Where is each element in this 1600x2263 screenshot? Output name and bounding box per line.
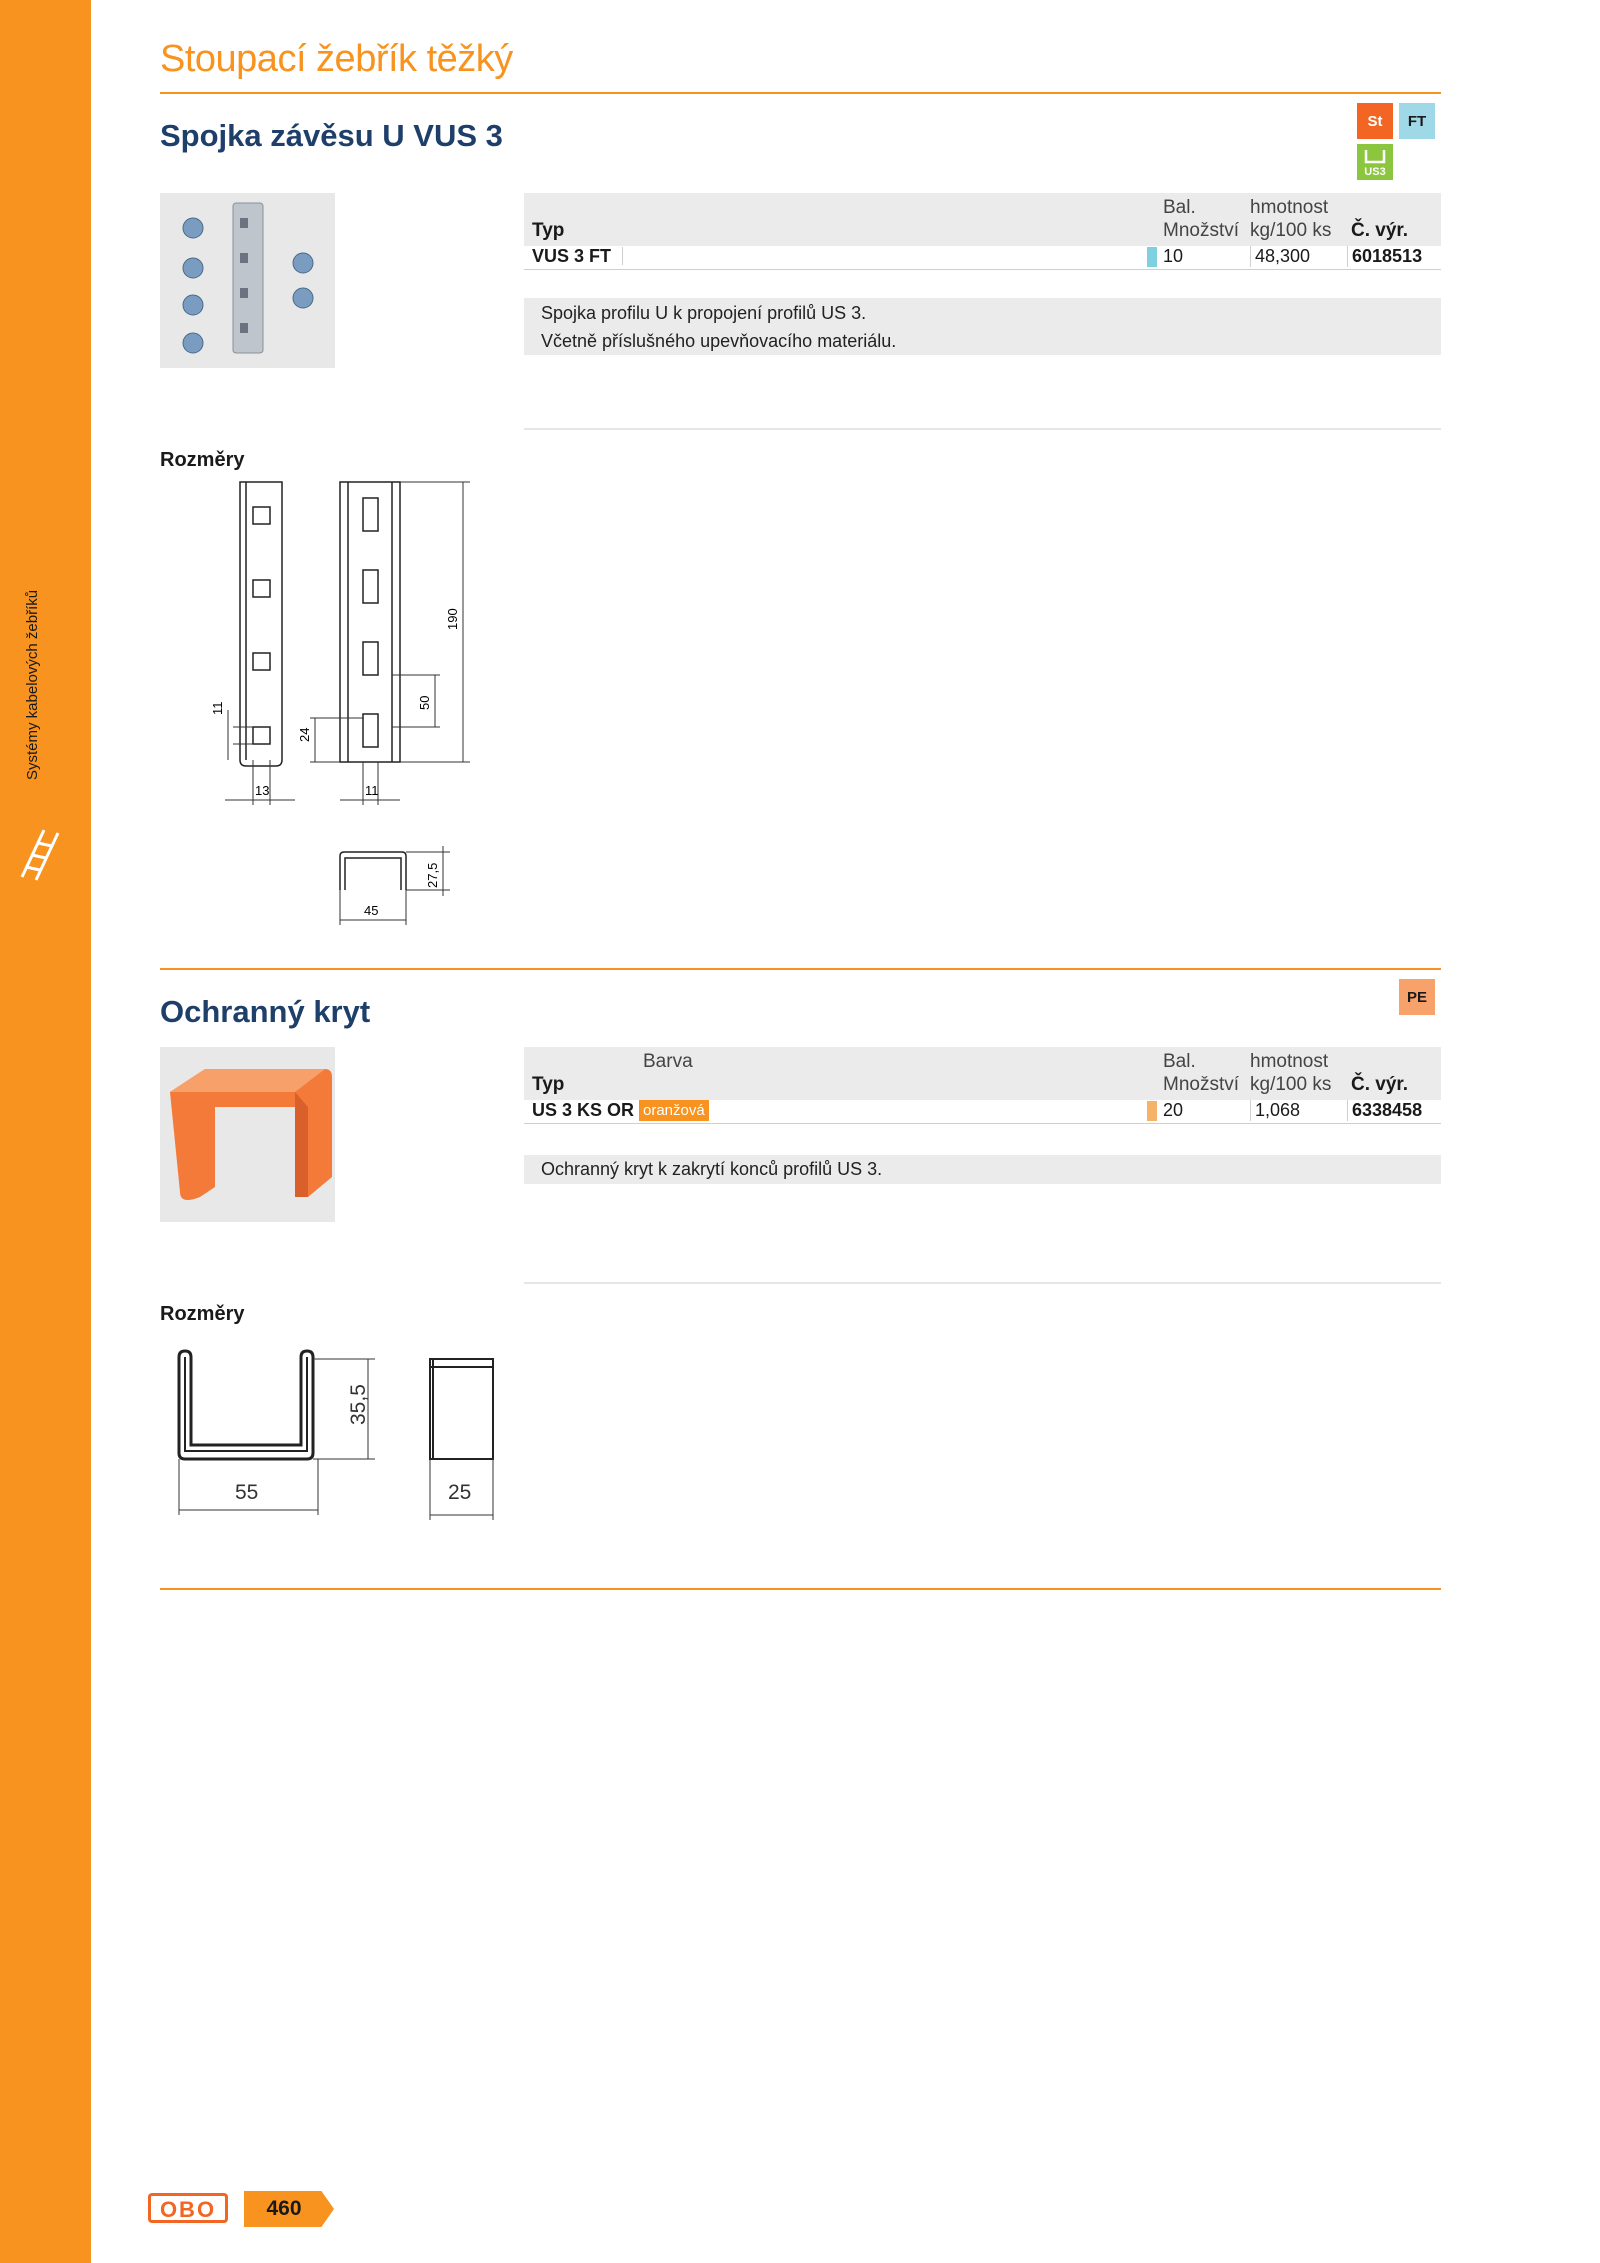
- table2-col-bal-top: Bal.: [1163, 1051, 1196, 1072]
- material-badge-pe: PE: [1399, 979, 1435, 1015]
- section1-title: Spojka závěsu U VUS 3: [160, 118, 503, 153]
- table1-weight: 48,300: [1250, 246, 1310, 267]
- table1-col-bal-top: Bal.: [1163, 197, 1196, 218]
- table2-marker: [1147, 1101, 1157, 1121]
- dim-11-vertical: 11: [210, 701, 225, 715]
- table1-col-weight: kg/100 ks: [1250, 220, 1332, 241]
- sidebar-text: Systémy kabelových žebříků: [24, 589, 41, 780]
- profile-badge: [1357, 144, 1393, 180]
- table2-row: [524, 1099, 1441, 1124]
- table1-col-weight-top: hmotnost: [1250, 197, 1329, 218]
- dim-35-5: 35,5: [347, 1384, 370, 1425]
- vus3-dimension-drawing: [200, 470, 490, 940]
- dim-55: 55: [235, 1481, 259, 1504]
- product-photo-vus3: [160, 193, 335, 368]
- vus3-photo-drawing: [160, 193, 335, 368]
- table2-col-weight: kg/100 ks: [1250, 1074, 1332, 1095]
- section2-divider: [524, 1282, 1441, 1284]
- section1-divider: [524, 428, 1441, 430]
- obo-logo-text: OBO: [159, 2197, 217, 2222]
- dim-24: 24: [297, 727, 312, 742]
- table2-col-typ: Typ: [532, 1074, 565, 1095]
- section1-desc-line2: Včetně příslušného upevňovacího materiálu.: [541, 331, 897, 351]
- table1-art: 6018513: [1347, 246, 1422, 267]
- table2-color-swatch: oranžová: [639, 1100, 709, 1121]
- material-badge-st: St: [1357, 103, 1393, 139]
- section2-bottom-rule: [160, 1588, 1441, 1590]
- dim-13: 13: [255, 783, 270, 798]
- section1-description: [524, 298, 1441, 355]
- ladder-icon: [14, 822, 64, 882]
- dim-27-5: 27,5: [425, 862, 440, 888]
- table1-typ: VUS 3 FT: [532, 246, 612, 266]
- profile-badge-label: US3: [1364, 166, 1386, 178]
- dim-190: 190: [445, 608, 460, 630]
- table1-col-art: Č. výr.: [1351, 220, 1409, 241]
- page-title: Stoupací žebřík těžký: [160, 38, 513, 80]
- section2-desc-line1: Ochranný kryt k zakrytí konců profilů US 3.: [541, 1159, 883, 1179]
- table1-col-bal: Množství: [1163, 220, 1240, 241]
- table2-bal: 20: [1163, 1100, 1184, 1120]
- finish-badge-ft: FT: [1399, 103, 1435, 139]
- table2-art: 6338458: [1347, 1100, 1422, 1121]
- section2-rule: [160, 968, 1441, 970]
- section1-desc-line1: Spojka profilu U k propojení profilů US 3.: [541, 303, 867, 323]
- table1-col-typ: Typ: [532, 220, 565, 241]
- table2-weight: 1,068: [1250, 1100, 1300, 1121]
- obo-logo: [148, 2193, 228, 2223]
- section2-title: Ochranný kryt: [160, 994, 371, 1029]
- section2-dims-label: Rozměry: [160, 1303, 245, 1325]
- dim-50: 50: [417, 695, 432, 710]
- product-photo-cover: [160, 1047, 335, 1222]
- table2-col-weight-top: hmotnost: [1250, 1051, 1329, 1072]
- table1-spacer: [622, 247, 1303, 265]
- table2-typ: US 3 KS OR: [532, 1100, 635, 1120]
- table1-bal: 10: [1163, 246, 1184, 266]
- header-rule: [160, 92, 1441, 94]
- u-profile-icon: [1363, 148, 1387, 166]
- page-number: 460: [266, 2197, 302, 2220]
- table2-col-bal: Množství: [1163, 1074, 1240, 1095]
- section2-description: [524, 1155, 1441, 1184]
- dim-11-horizontal: 11: [365, 783, 379, 798]
- table1-row: [524, 245, 1441, 270]
- table1-marker: [1147, 247, 1157, 267]
- table2-col-barva: Barva: [643, 1051, 693, 1072]
- cover-photo-drawing: [160, 1047, 335, 1222]
- dim-25: 25: [448, 1481, 472, 1504]
- cover-dimension-drawing: [165, 1345, 505, 1525]
- sidebar: [0, 0, 91, 2263]
- dim-45: 45: [364, 903, 379, 918]
- table2-col-art: Č. výr.: [1351, 1074, 1409, 1095]
- section1-dims-label: Rozměry: [160, 449, 245, 471]
